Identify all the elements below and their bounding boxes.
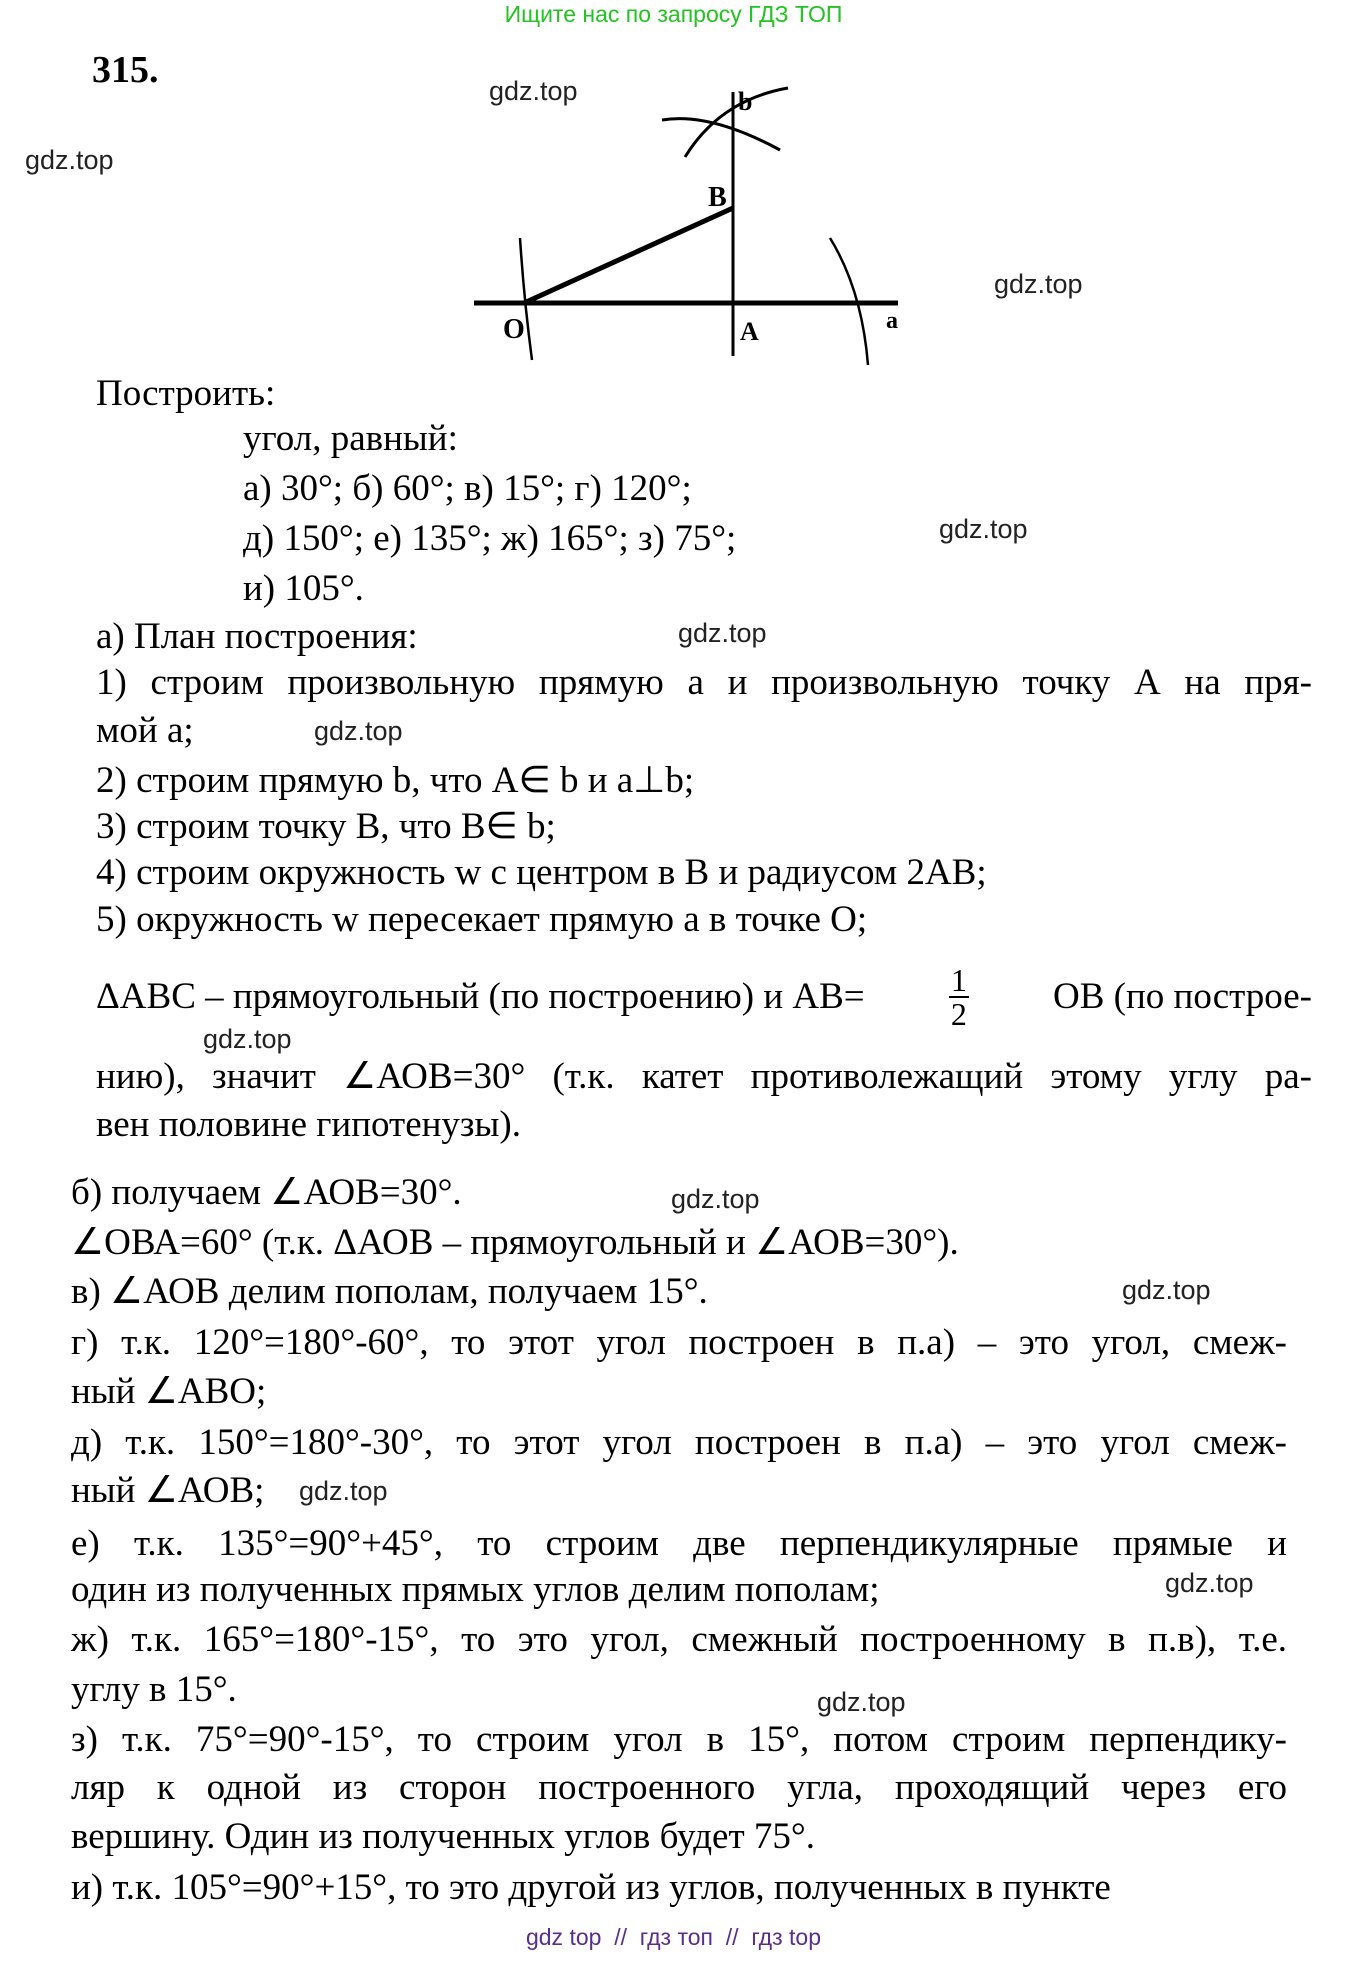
text-line: а) План построения: (96, 616, 418, 657)
text-line: мой a; (96, 710, 194, 751)
text-line: 4) строим окружность w с центром в В и радиусом 2АВ; (96, 852, 987, 893)
text-line: угол, равный: (243, 418, 458, 459)
text-line: 2) строим прямую b, что А∈ b и a⊥b; (96, 760, 695, 801)
text-line: нию), значит ∠АОВ=30° (т.к. катет противолежащий этому углу ра- (96, 1056, 1312, 1097)
text-line: а) 30°; б) 60°; в) 15°; г) 120°; (243, 468, 692, 509)
text-line: ж) т.к. 165°=180°-15°, то это угол, смежный построенному в п.в), т.е. (71, 1619, 1287, 1660)
watermark: gdz.top (671, 1184, 760, 1214)
text-line: е) т.к. 135°=90°+45°, то строим две перпендикулярные прямые и (71, 1523, 1287, 1564)
text-line: б) получаем ∠АОВ=30°. (71, 1172, 462, 1213)
construction-diagram (0, 0, 1347, 400)
arc-top-1 (662, 119, 780, 150)
text-line: 1) строим произвольную прямую a и произвольную точку А на пря- (96, 662, 1312, 703)
watermark: gdz.top (203, 1024, 292, 1054)
heading-construct: Построить: (96, 373, 276, 414)
label-a: a (886, 308, 898, 334)
watermark: gdz.top (994, 269, 1083, 299)
watermark: gdz.top (1165, 1568, 1254, 1598)
text-line: ный ∠АОВ; (71, 1470, 265, 1511)
fraction-denominator: 2 (950, 996, 967, 1032)
text-line: вершину. Один из полученных углов будет 75°. (71, 1816, 815, 1857)
text-line: ный ∠АВО; (71, 1371, 267, 1412)
text-line: д) т.к. 150°=180°-30°, то этот угол построен в п.а) – это угол смеж- (71, 1422, 1287, 1463)
header-banner[interactable]: Ищите нас по запросу ГДЗ ТОП (504, 1, 843, 27)
label-A: A (740, 317, 759, 346)
text-line: з) т.к. 75°=90°-15°, то строим угол в 15°, потом строим перпендику- (71, 1719, 1287, 1760)
footer-banner[interactable]: gdz top // гдз топ // гдз top (525, 1924, 822, 1950)
watermark: gdz.top (489, 76, 578, 106)
watermark: gdz.top (299, 1476, 388, 1506)
text-line: ∠ОВА=60° (т.к. ΔАОВ – прямоугольный и ∠АОВ=30°). (71, 1222, 959, 1263)
task-number: 315. (92, 49, 159, 91)
watermark: gdz.top (939, 514, 1028, 544)
text-segment: ΔАВС – прямоугольный (по построению) и АВ= (96, 976, 865, 1017)
watermark: gdz.top (25, 145, 114, 175)
text-line: д) 150°; е) 135°; ж) 165°; з) 75°; (243, 518, 737, 559)
text-line: в) ∠АОВ делим пополам, получаем 15°. (71, 1271, 708, 1312)
text-line: и) 105°. (243, 568, 364, 609)
label-O: O (503, 314, 525, 345)
fraction-numerator: 1 (950, 962, 967, 998)
text-line: г) т.к. 120°=180°-60°, то этот угол построен в п.а) – это угол, смеж- (71, 1322, 1287, 1363)
text-line: вен половине гипотенузы). (96, 1104, 521, 1145)
text-line: 3) строим точку В, что В∈ b; (96, 806, 556, 847)
watermark: gdz.top (817, 1687, 906, 1717)
text-line: и) т.к. 105°=90°+15°, то это другой из углов, полученных в пункте (71, 1867, 1111, 1908)
text-line: ляр к одной из сторон построенного угла, проходящий через его (71, 1767, 1287, 1808)
segment-ob (524, 208, 733, 303)
label-B: B (708, 182, 727, 213)
fraction-one-half (949, 964, 969, 1030)
text-line: один из полученных прямых углов делим пополам; (71, 1569, 880, 1610)
label-b: b (738, 87, 753, 116)
watermark: gdz.top (1122, 1275, 1211, 1305)
text-line-fraction (96, 964, 1312, 1030)
text-line: углу в 15°. (71, 1669, 237, 1710)
text-line: 5) окружность w пересекает прямую a в точке О; (96, 899, 868, 940)
watermark: gdz.top (314, 716, 403, 746)
text-segment: ОВ (по построе- (1053, 976, 1312, 1017)
watermark: gdz.top (678, 618, 767, 648)
